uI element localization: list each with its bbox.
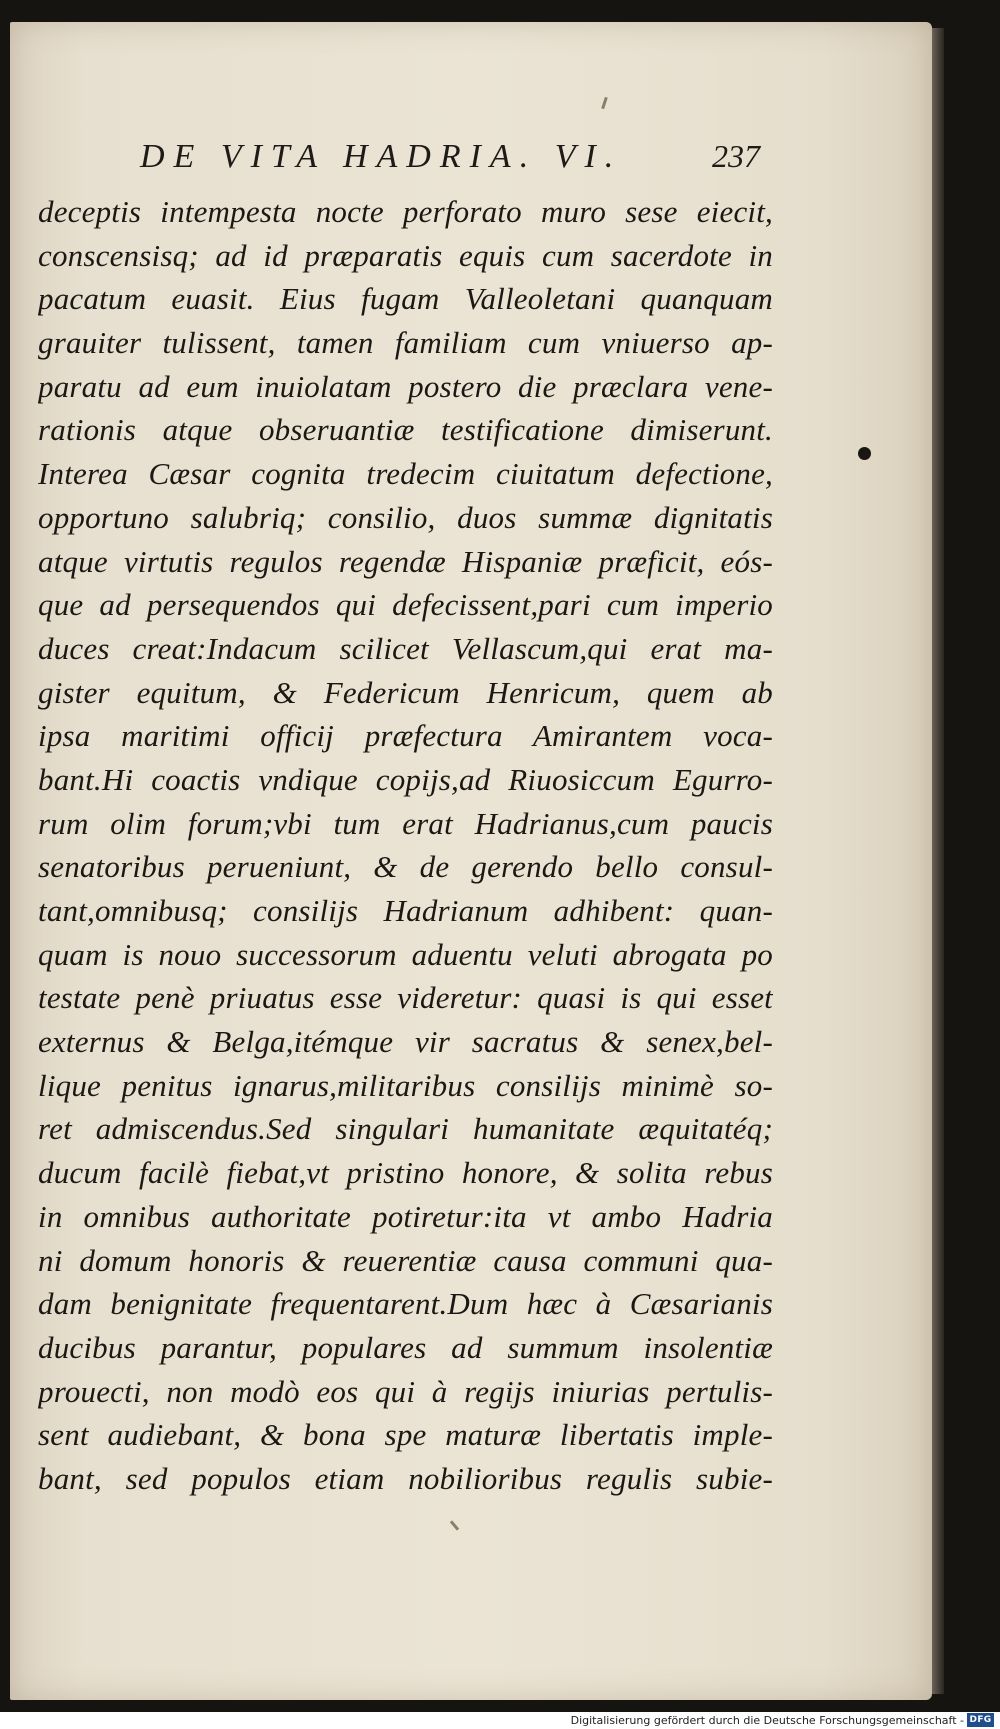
page-edge xyxy=(932,28,944,1694)
text-line: ducibus parantur, populares ad summum insolentiæ xyxy=(38,1329,773,1365)
text-line: grauiter tulissent, tamen familiam cum vniuerso ap- xyxy=(38,325,773,361)
dfg-logo: DFG xyxy=(967,1713,994,1727)
text-line: bant, sed populos etiam nobilioribus regulis subie- xyxy=(38,1460,773,1496)
text-line: atque virtutis regulos regendæ Hispaniæ præficit, eós- xyxy=(38,543,773,579)
funding-credit: Digitalisierung gefördert durch die Deutsche Forschungsgemeinschaft - xyxy=(570,1714,964,1727)
text-line: quam is nouo successorum aduentu veluti abrogata po xyxy=(38,936,773,972)
text-line: ni domum honoris & reuerentiæ causa communi qua- xyxy=(38,1242,773,1278)
text-line: Interea Cæsar cognita tredecim ciuitatum defectione, xyxy=(38,456,773,492)
text-line: rationis atque obseruantiæ testificatione dimiserunt. xyxy=(38,412,773,448)
text-line: externus & Belga,itémque vir sacratus & senex,bel- xyxy=(38,1024,773,1060)
page-number: 237 xyxy=(712,138,760,174)
text-line: tant,omnibusq; consilijs Hadrianum adhibent: quan- xyxy=(38,893,773,928)
text-line: ducum facilè fiebat,vt pristino honore, & solita rebus xyxy=(38,1155,773,1191)
running-title: DE VITA HADRIA. VI. xyxy=(140,138,623,175)
text-line: duces creat:Indacum scilicet Vellascum,qui erat ma- xyxy=(38,630,773,666)
text-line: dam benignitate frequentarent.Dum hæc à Cæsarianis xyxy=(38,1286,773,1322)
footer-bar xyxy=(0,1712,1000,1729)
text-line: gister equitum, & Federicum Henricum, quem ab xyxy=(38,674,773,710)
text-line: paratu ad eum inuiolatam postero die præclara vene- xyxy=(38,368,773,404)
text-line: conscensisq; ad id præparatis equis cum sacerdote in xyxy=(38,237,773,273)
body-text xyxy=(38,190,773,1496)
ink-blot xyxy=(858,447,871,460)
text-line: bant.Hi coactis vndique copijs,ad Riuosiccum Egurro- xyxy=(38,761,773,797)
text-line: testate penè priuatus esse videretur: quasi is qui esset xyxy=(38,980,773,1016)
text-line: pacatum euasit. Eius fugam Valleoletani quanquam xyxy=(38,281,773,317)
text-line: opportuno salubriq; consilio, duos summæ dignitatis xyxy=(38,499,773,535)
text-line: prouecti, non modò eos qui à regijs iniurias pertulis- xyxy=(38,1373,773,1409)
text-line: ipsa maritimi officij præfectura Amirantem voca- xyxy=(38,718,773,754)
text-line: que ad persequendos qui defecissent,pari cum imperio xyxy=(38,587,773,623)
text-line: ret admiscendus.Sed singulari humanitate æquitatéq; xyxy=(38,1111,773,1147)
text-line: in omnibus authoritate potiretur:ita vt ambo Hadria xyxy=(38,1198,773,1234)
text-line: lique penitus ignarus,militaribus consilijs minimè so- xyxy=(38,1067,773,1103)
text-line: senatoribus perueniunt, & de gerendo bello consul- xyxy=(38,849,773,885)
text-line: rum olim forum;vbi tum erat Hadrianus,cum paucis xyxy=(38,805,773,841)
text-line: deceptis intempesta nocte perforato muro sese eiecit, xyxy=(38,194,773,229)
text-line: sent audiebant, & bona spe maturæ libertatis imple- xyxy=(38,1417,773,1453)
